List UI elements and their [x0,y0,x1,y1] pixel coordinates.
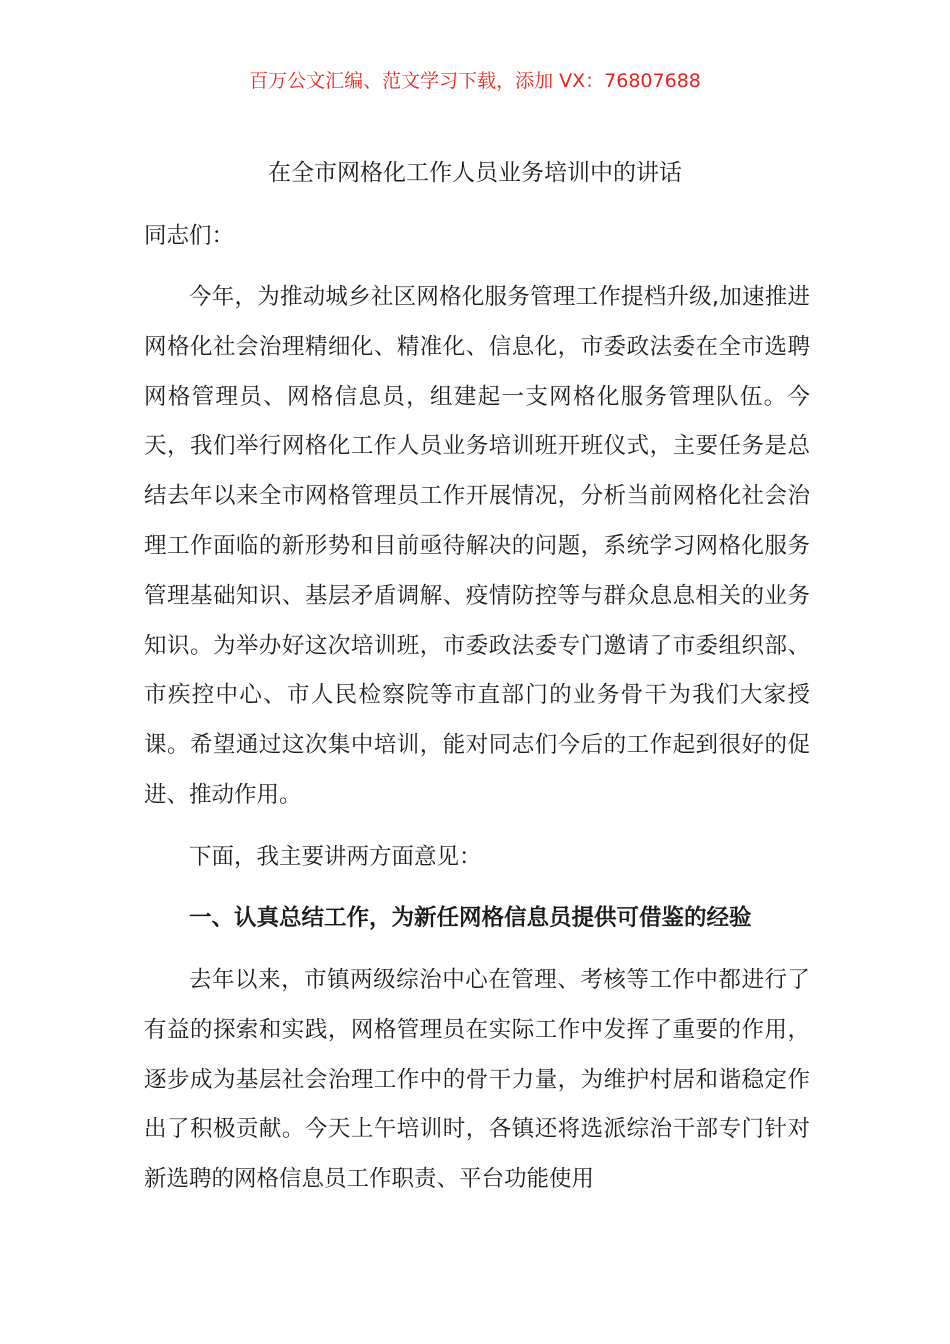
paragraph-intro: 今年，为推动城乡社区网格化服务管理工作提档升级,加速推进网格化社会治理精细化、精准化、信息化，市委政法委在全市选聘网格管理员、网格信息员，组建起一支网格化服务管理队伍。今天，我们举行网格化工作人员业务培训班开班仪式，主要任务是总结去年以来全市网格管理员工作开展情况，分析当前网格化社会治理工作面临的新形势和目前亟待解决的问题，系统学习网格化服务管理基础知识、基层矛盾调解、疫情防控等与群众息息相关的业务知识。为举办好这次培训班，市委政法委专门邀请了市委组织部、市疾控中心、市人民检察院等市直部门的业务骨干为我们大家授课。希望通过这次集中培训，能对同志们今后的工作起到很好的促进、推动作用。 [144,284,810,808]
section-heading-1: 一、认真总结工作，为新任网格信息员提供可借鉴的经验 [189,905,752,931]
greeting: 同志们： [144,223,235,249]
promo-banner: 百万公文汇编、范文学习下载，添加 VX：76807688 [249,70,701,92]
paragraph-section-1: 去年以来，市镇两级综治中心在管理、考核等工作中都进行了有益的探索和实践，网格管理员在实际工作中发挥了重要的作用，逐步成为基层社会治理工作中的骨干力量，为维护村居和谐稳定作出了积极贡献。今天上午培训时，各镇还将选派综治干部专门针对新选聘的网格信息员工作职责、平台功能使用 [144,967,810,1193]
document-title: 在全市网格化工作人员业务培训中的讲话 [268,160,682,186]
paragraph-outline: 下面，我主要讲两方面意见： [189,844,482,870]
